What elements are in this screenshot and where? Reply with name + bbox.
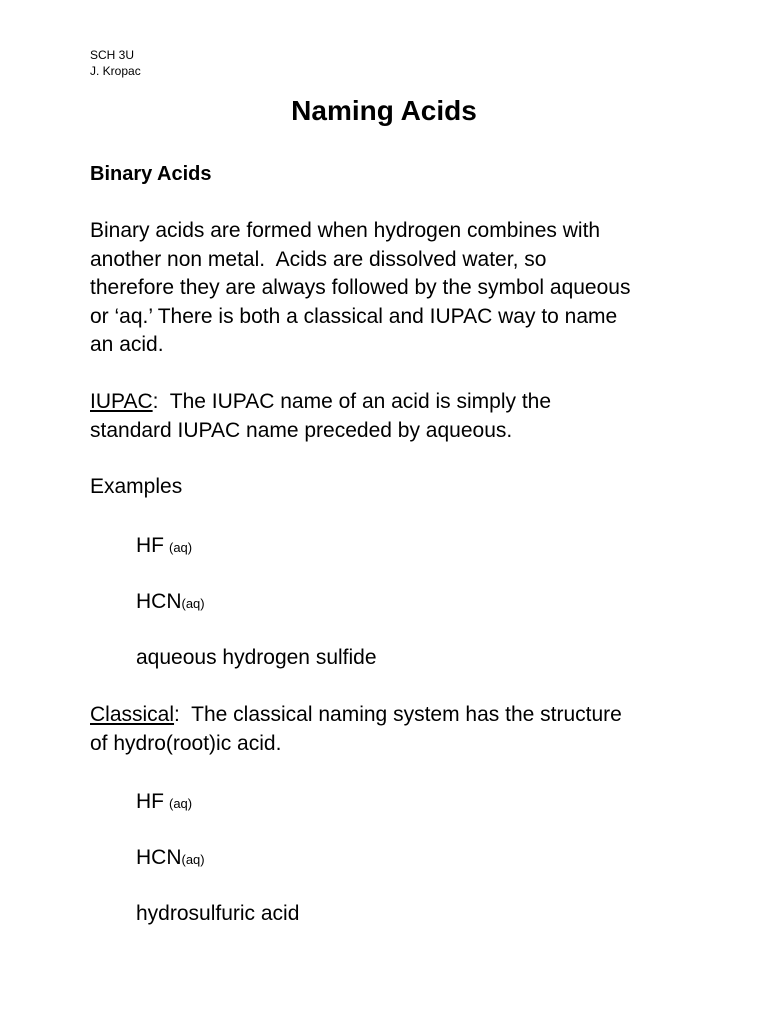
iupac-example-h2s: aqueous hydrogen sulfide xyxy=(136,646,377,669)
iupac-term: IUPAC xyxy=(90,390,153,413)
iupac-example-hf xyxy=(136,532,192,562)
classical-term: Classical xyxy=(90,703,175,726)
iupac-definition-line1: : The IUPAC name of an acid is simply the xyxy=(152,390,552,413)
intro-line: therefore they are always followed by the symbol aqueous xyxy=(90,276,631,300)
formula: HF xyxy=(136,534,164,557)
iupac-paragraph xyxy=(90,388,690,445)
page-title: Naming Acids xyxy=(291,95,477,126)
intro-line: another non metal. Acids are dissolved water, so xyxy=(90,247,547,271)
intro-paragraph xyxy=(90,217,690,360)
classical-example-hcn xyxy=(136,844,205,874)
section-heading-binary-acids: Binary Acids xyxy=(90,163,212,185)
classical-paragraph xyxy=(90,701,690,758)
intro-line: Binary acids are formed when hydrogen combines with xyxy=(90,219,601,242)
examples-label: Examples xyxy=(90,475,183,498)
state-subscript: (aq) xyxy=(169,540,193,555)
state-subscript: (aq) xyxy=(181,852,205,867)
formula: HCN xyxy=(136,846,182,869)
iupac-example-hcn xyxy=(136,588,205,618)
classical-definition-line1: : The classical naming system has the structure xyxy=(174,703,622,726)
classical-definition-line2: of hydro(root)ic acid. xyxy=(90,731,282,755)
formula: HF xyxy=(136,790,164,813)
classical-example-h2s: hydrosulfuric acid xyxy=(136,902,300,925)
course-code: SCH 3U xyxy=(90,48,135,62)
state-subscript: (aq) xyxy=(181,596,205,611)
formula: HCN xyxy=(136,590,182,613)
classical-example-hf xyxy=(136,788,192,818)
state-subscript: (aq) xyxy=(169,796,193,811)
author-name: J. Kropac xyxy=(90,64,141,78)
iupac-definition-line2: standard IUPAC name preceded by aqueous. xyxy=(90,418,513,442)
intro-line: an acid. xyxy=(90,333,164,357)
intro-line: or ‘aq.’ There is both a classical and IUPAC way to name xyxy=(90,304,618,328)
